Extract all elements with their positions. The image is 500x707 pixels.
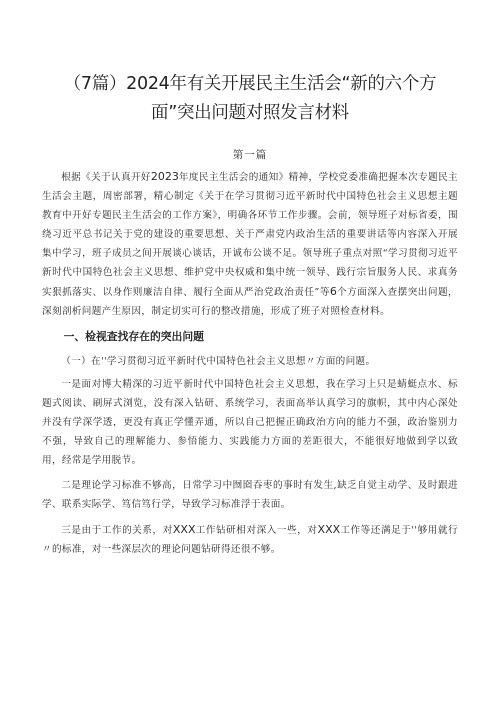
intro-six: 6 xyxy=(329,285,337,298)
paragraph-1: 一是面对博大精深的习近平新时代中国特色社会主义思想，我在学习上只是蜻蜓点水、标题式阅读、刷屏式浏览，没有深入钻研、系统学习，表面高举认真学习的旗帜，其中内心深处并没有学深学透，更没有真正学懂弄通，所以自己把握正确政治方向的能力不强，政治鉴别力不强，导致自己的理解能力、参悟能力、实践能力方面的差距很大，不能很好地做到学以致用，经常是学用脱节。 xyxy=(42,379,458,466)
intro-text-b: 年度民主生活会的通知》精神，学校党委准确把握本次专题民主生活会主题，周密部署，精心制定《关于在学习贯彻习近平新时代中国特色社会主义思想主题教育中开好专题民主生活会的工作方案》，明确各环节工作步骤。会前，领导班子对标省委，围绕习近平总书记关于党的建设的重要思想、关于严肃党内政治生活的重要讲话等内容深入开展集中学习，班子成员之间开展谈心谈话，开诚布公谈不足。领导班子重点对照“学习贯彻习近平新时代中国特色社会主义思想、维护党中央权威和集中统一领导、践行宗旨服务人民、求真务实狠抓落实、以身作则廉洁自律、履行全面从严治党政治责任”等 xyxy=(42,172,458,298)
p3-text-c: 工作等还满足于''够用就行〃的标准，对一些深层次的理论问题钻研得还很不够。 xyxy=(42,525,459,555)
p3-xxx-2: XXX xyxy=(317,523,341,536)
paragraph-3 xyxy=(42,520,458,559)
intro-text-c: 个方面深入查摆突出问题，深刻剖析问题产生原因，制定切实可行的整改措施，形成了班子对照检查材料。 xyxy=(42,287,458,317)
paragraph-2: 二是理论学习标准不够高，日常学习中囫囵吞枣的事时有发生,缺乏自觉主动学、及时跟进学、联系实际学、笃信笃行学，导致学习标准浮于表面。 xyxy=(42,480,458,510)
intro-paragraph xyxy=(42,167,458,321)
section-heading: 一、检视查找存在的突出问题 xyxy=(63,330,204,343)
intro-text-a: 根据《关于认真开好 xyxy=(61,172,151,183)
p3-text-a: 三是由于工作的关系，对 xyxy=(61,525,173,536)
title-line-1: （7篇）2024年有关开展民主生活会“新的六个方 xyxy=(63,74,437,94)
part-heading: 第一篇 xyxy=(232,149,268,161)
title-line-2: 面”突出问题对照发言材料 xyxy=(151,103,349,123)
document-title xyxy=(42,70,458,128)
subsection-heading: （一）在''学习贯彻习近平新时代中国特色社会主义思想〃方面的问题。 xyxy=(61,356,376,367)
p3-text-b: 工作钻研相对深入一些，对 xyxy=(195,525,318,536)
intro-year: 2023 xyxy=(150,170,179,183)
p3-xxx-1: XXX xyxy=(172,523,196,536)
